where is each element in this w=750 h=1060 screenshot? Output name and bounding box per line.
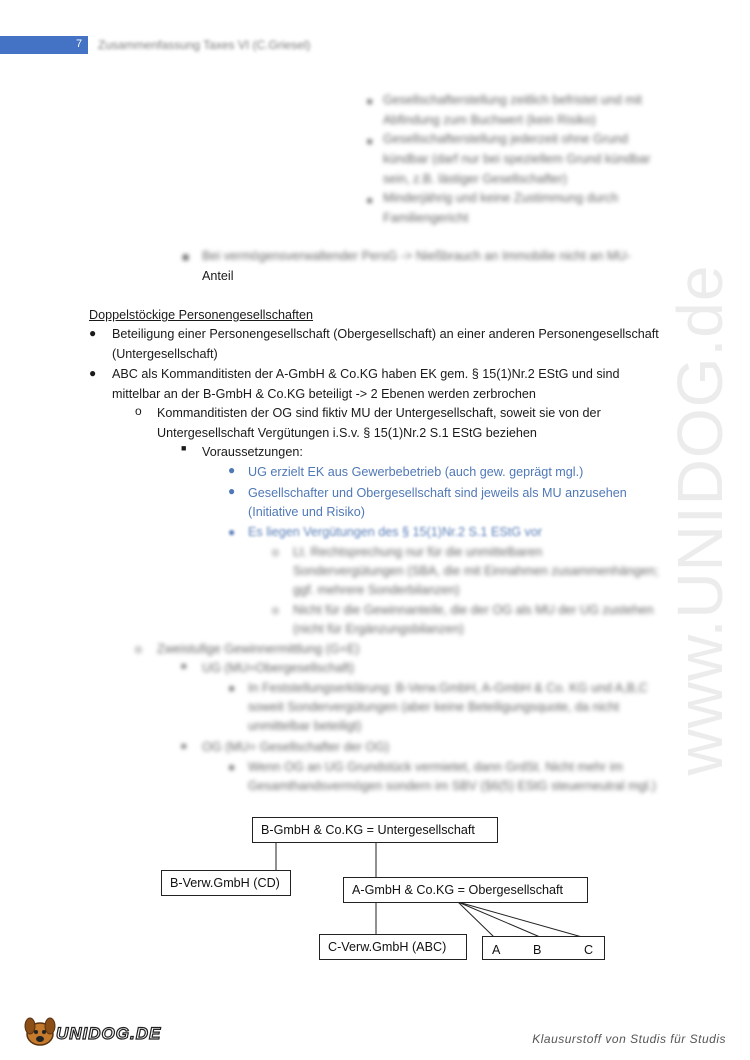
list-item: Beteiligung einer Personengesellschaft (Obergesellschaft) an einer anderen Personengesellschaft (112, 327, 659, 341)
diagram-box-obergesellschaft: A-GmbH & Co.KG = Obergesellschaft (343, 877, 588, 903)
list-item-continuation: ggf. mehrere Sonderbilanzen) (293, 583, 460, 597)
list-item-continuation: (Initiative und Risiko) (248, 505, 365, 519)
dog-logo-icon (22, 1014, 58, 1048)
diagram-box-untergesellschaft: B-GmbH & Co.KG = Untergesellschaft (252, 817, 498, 843)
list-item: OG (MU= Gesellschafter der OG) (202, 740, 390, 754)
list-item: Wenn OG an UG Grundstück vermietet, dann GrdSt. Nicht mehr im (248, 760, 623, 774)
list-item-continuation: Sondervergütungen (SBA, die mit Einnahmen zusammenhängen; (293, 564, 659, 578)
circle-bullet-icon: o (135, 404, 142, 418)
list-item: Nicht für die Gewinnanteile, die der OG als MU der UG zustehen (293, 603, 654, 617)
section-heading: Doppelstöckige Personengesellschaften (89, 308, 314, 322)
list-item: Minderjährig und keine Zustimmung durch Familiengericht (383, 191, 619, 225)
bullet-icon: ■ (182, 250, 190, 264)
list-item: Voraussetzungen: (202, 445, 303, 459)
bullet-icon: ● (89, 366, 97, 380)
list-item: In Feststellungserklärung: B-Verw.GmbH, A-GmbH & Co. KG und A,B,C (248, 681, 648, 695)
square-bullet-icon: ■ (181, 741, 187, 751)
footer-logo: UNIDOG.DE (56, 1024, 162, 1043)
list-item: Gesellschafterstellung jederzeit ohne Grund kündbar (darf nur bei speziellem Grund kündbar sein, z.B. lästiger Gesellschafter) (383, 132, 651, 186)
partner-label: C (584, 943, 594, 957)
partner-label: B (533, 943, 542, 957)
list-item: Bei vermögensverwaltender PersG -> Nießbrauch an Immobilie nicht an MU- (202, 249, 631, 263)
list-item-continuation: Gesamthandsvermögen sondern im SBV (§6(5) EStG steuerneutral mgl.) (248, 779, 657, 793)
list-item: Gesellschafter und Obergesellschaft sind jeweils als MU anzusehen (248, 486, 627, 500)
circle-bullet-icon: o (272, 545, 279, 559)
list-item: Es liegen Vergütungen des § 15(1)Nr.2 S.1 EStG vor (248, 525, 543, 539)
list-item-continuation: unmittelbar beteiligt) (248, 719, 362, 733)
list-item: UG (MU=Obergesellschaft) (202, 661, 355, 675)
list-item: UG erzielt EK aus Gewerbebetrieb (auch gew. geprägt mgl.) (248, 465, 584, 479)
list-item: ABC als Kommanditisten der A-GmbH & Co.KG haben EK gem. § 15(1)Nr.2 EStG und sind (112, 367, 620, 381)
partner-label: A (492, 943, 501, 957)
list-item-continuation: Untergesellschaft Vergütungen i.S.v. § 15(1)Nr.2 S.1 EStG beziehen (157, 426, 537, 440)
square-bullet-icon: ■ (181, 443, 187, 453)
list-item-continuation: (Untergesellschaft) (112, 347, 218, 361)
list-item-continuation: (nicht für Ergänzungsbilanzen) (293, 622, 464, 636)
list-item: Zweistufige Gewinnermittlung (G+E) (157, 642, 360, 656)
bullet-icon: ● (366, 94, 374, 108)
list-item: Kommanditisten der OG sind fiktiv MU der Untergesellschaft, soweit sie von der (157, 406, 601, 420)
watermark: www.UNIDOG.de (664, 264, 736, 776)
list-item-continuation: soweit Sondervergütungen (aber keine Beteiligungsquote, da nicht (248, 700, 620, 714)
list-item-continuation: Anteil (202, 269, 234, 283)
document-title: Zusammenfassung Taxes VI (C.Griesel) (98, 38, 311, 52)
bullet-icon: ● (366, 193, 374, 207)
list-item: Lt. Rechtsprechung nur für die unmittelbaren (293, 545, 543, 559)
bullet-icon: ● (228, 681, 236, 695)
bullet-icon: ● (89, 326, 97, 340)
list-item-continuation: mittelbar an der B-GmbH & Co.KG beteiligt -> 2 Ebenen werden zerbrochen (112, 387, 536, 401)
bullet-icon: ● (228, 525, 236, 539)
list-item: Gesellschafterstellung zeitlich befristet und mit Abfindung zum Buchwert (kein Risiko) (383, 93, 642, 127)
square-bullet-icon: ■ (181, 661, 187, 671)
bullet-icon: ● (228, 484, 236, 498)
circle-bullet-icon: o (272, 603, 279, 617)
bullet-icon: ● (228, 463, 236, 477)
diagram-box-partners (482, 936, 605, 960)
diagram-box-c-verw: C-Verw.GmbH (ABC) (319, 934, 467, 960)
diagram-box-b-verw: B-Verw.GmbH (CD) (161, 870, 291, 896)
bullet-icon: ● (228, 760, 236, 774)
page-number: 7 (75, 38, 83, 50)
footer-tagline: Klausurstoff von Studis für Studis (532, 1032, 726, 1046)
circle-bullet-icon: o (135, 642, 142, 656)
bullet-icon: ● (366, 134, 374, 148)
